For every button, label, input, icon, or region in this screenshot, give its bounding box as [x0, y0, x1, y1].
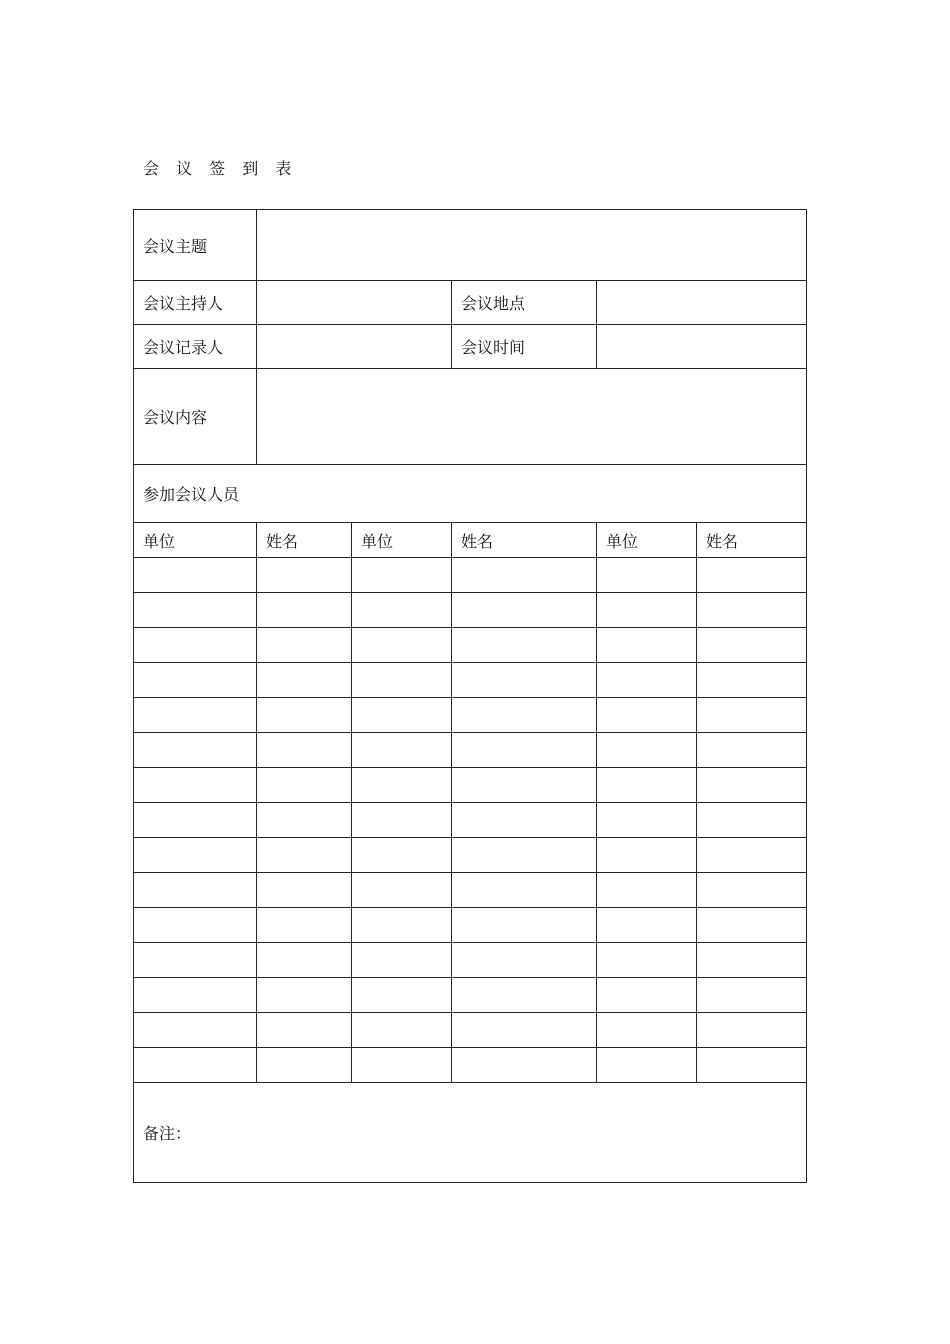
unit-cell[interactable]	[134, 733, 257, 768]
name-cell[interactable]	[697, 628, 807, 663]
name-cell[interactable]	[697, 733, 807, 768]
unit-cell[interactable]	[134, 558, 257, 593]
unit-cell[interactable]	[134, 943, 257, 978]
unit-cell[interactable]	[352, 978, 452, 1013]
unit-cell[interactable]	[352, 838, 452, 873]
name-cell[interactable]	[697, 803, 807, 838]
table-row	[134, 943, 807, 978]
name-cell[interactable]	[452, 943, 597, 978]
name-cell[interactable]	[257, 768, 352, 803]
name-cell[interactable]	[697, 943, 807, 978]
name-cell[interactable]	[697, 558, 807, 593]
table-row	[134, 1013, 807, 1048]
unit-cell[interactable]	[134, 698, 257, 733]
unit-cell[interactable]	[134, 628, 257, 663]
unit-cell[interactable]	[597, 838, 697, 873]
name-cell[interactable]	[697, 698, 807, 733]
name-cell[interactable]	[697, 978, 807, 1013]
name-cell[interactable]	[257, 698, 352, 733]
remarks-row	[134, 1083, 807, 1183]
table-row	[134, 1048, 807, 1083]
time-label: 会议时间	[452, 325, 597, 369]
name-cell[interactable]	[452, 628, 597, 663]
unit-cell[interactable]	[597, 628, 697, 663]
name-cell[interactable]	[257, 873, 352, 908]
unit-cell[interactable]	[352, 1013, 452, 1048]
host-label: 会议主持人	[134, 281, 257, 325]
name-cell[interactable]	[697, 873, 807, 908]
name-cell[interactable]	[697, 908, 807, 943]
table-row	[134, 733, 807, 768]
table-row	[134, 873, 807, 908]
topic-label: 会议主题	[134, 210, 257, 281]
unit-cell[interactable]	[134, 908, 257, 943]
name-cell[interactable]	[452, 978, 597, 1013]
unit-cell[interactable]	[597, 593, 697, 628]
table-row	[134, 768, 807, 803]
content-row	[134, 369, 807, 465]
unit-cell[interactable]	[134, 803, 257, 838]
topic-row	[134, 210, 807, 281]
name-cell[interactable]	[257, 978, 352, 1013]
unit-cell[interactable]	[597, 1048, 697, 1083]
table-row	[134, 698, 807, 733]
unit-cell[interactable]	[352, 1048, 452, 1083]
name-cell[interactable]	[257, 943, 352, 978]
unit-cell[interactable]	[134, 1048, 257, 1083]
name-cell[interactable]	[257, 663, 352, 698]
remarks-label[interactable]: 备注：	[134, 1083, 807, 1183]
unit-cell[interactable]	[597, 698, 697, 733]
name-cell[interactable]	[257, 1013, 352, 1048]
name-cell[interactable]	[452, 908, 597, 943]
column-header-unit: 单位	[352, 523, 452, 558]
name-cell[interactable]	[452, 733, 597, 768]
unit-cell[interactable]	[597, 908, 697, 943]
unit-cell[interactable]	[134, 838, 257, 873]
name-cell[interactable]	[697, 838, 807, 873]
topic-field[interactable]	[257, 210, 807, 281]
unit-cell[interactable]	[352, 698, 452, 733]
unit-cell[interactable]	[134, 768, 257, 803]
unit-cell[interactable]	[352, 733, 452, 768]
name-cell[interactable]	[452, 873, 597, 908]
unit-cell[interactable]	[352, 628, 452, 663]
column-header-row	[134, 523, 807, 558]
name-cell[interactable]	[257, 733, 352, 768]
name-cell[interactable]	[697, 593, 807, 628]
name-cell[interactable]	[452, 663, 597, 698]
column-header-name: 姓名	[257, 523, 352, 558]
unit-cell[interactable]	[134, 1013, 257, 1048]
unit-cell[interactable]	[597, 803, 697, 838]
name-cell[interactable]	[697, 663, 807, 698]
name-cell[interactable]	[452, 1013, 597, 1048]
name-cell[interactable]	[697, 1048, 807, 1083]
unit-cell[interactable]	[597, 558, 697, 593]
unit-cell[interactable]	[352, 873, 452, 908]
unit-cell[interactable]	[352, 943, 452, 978]
content-field[interactable]	[257, 369, 807, 465]
attendees-header-row	[134, 465, 807, 523]
recorder-label: 会议记录人	[134, 325, 257, 369]
location-label: 会议地点	[452, 281, 597, 325]
unit-cell[interactable]	[352, 908, 452, 943]
name-cell[interactable]	[257, 593, 352, 628]
column-header-name: 姓名	[452, 523, 597, 558]
name-cell[interactable]	[257, 1048, 352, 1083]
host-field[interactable]	[257, 281, 452, 325]
unit-cell[interactable]	[352, 803, 452, 838]
page-title: 会 议 签 到 表	[143, 159, 298, 178]
unit-cell[interactable]	[597, 768, 697, 803]
attendees-label: 参加会议人员	[134, 465, 807, 523]
recorder-field[interactable]	[257, 325, 452, 369]
table-row	[134, 803, 807, 838]
unit-cell[interactable]	[597, 943, 697, 978]
column-header-unit: 单位	[597, 523, 697, 558]
unit-cell[interactable]	[352, 768, 452, 803]
name-cell[interactable]	[452, 768, 597, 803]
name-cell[interactable]	[452, 838, 597, 873]
unit-cell[interactable]	[134, 978, 257, 1013]
name-cell[interactable]	[452, 1048, 597, 1083]
name-cell[interactable]	[452, 698, 597, 733]
host-location-row	[134, 281, 807, 325]
unit-cell[interactable]	[597, 663, 697, 698]
name-cell[interactable]	[452, 558, 597, 593]
name-cell[interactable]	[452, 803, 597, 838]
unit-cell[interactable]	[597, 873, 697, 908]
unit-cell[interactable]	[352, 558, 452, 593]
table-row	[134, 593, 807, 628]
name-cell[interactable]	[257, 803, 352, 838]
name-cell[interactable]	[257, 908, 352, 943]
table-row	[134, 558, 807, 593]
unit-cell[interactable]	[597, 733, 697, 768]
name-cell[interactable]	[257, 838, 352, 873]
unit-cell[interactable]	[134, 593, 257, 628]
table-row	[134, 978, 807, 1013]
unit-cell[interactable]	[352, 663, 452, 698]
name-cell[interactable]	[257, 558, 352, 593]
name-cell[interactable]	[697, 1013, 807, 1048]
content-label: 会议内容	[134, 369, 257, 465]
time-field[interactable]	[597, 325, 807, 369]
unit-cell[interactable]	[352, 593, 452, 628]
sign-in-table	[133, 209, 807, 1183]
column-header-name: 姓名	[697, 523, 807, 558]
table-row	[134, 628, 807, 663]
table-row	[134, 663, 807, 698]
table-row	[134, 908, 807, 943]
location-field[interactable]	[597, 281, 807, 325]
table-row	[134, 838, 807, 873]
unit-cell[interactable]	[134, 663, 257, 698]
name-cell[interactable]	[452, 593, 597, 628]
name-cell[interactable]	[697, 768, 807, 803]
unit-cell[interactable]	[597, 1013, 697, 1048]
column-header-unit: 单位	[134, 523, 257, 558]
recorder-time-row	[134, 325, 807, 369]
name-cell[interactable]	[257, 628, 352, 663]
unit-cell[interactable]	[597, 978, 697, 1013]
unit-cell[interactable]	[134, 873, 257, 908]
